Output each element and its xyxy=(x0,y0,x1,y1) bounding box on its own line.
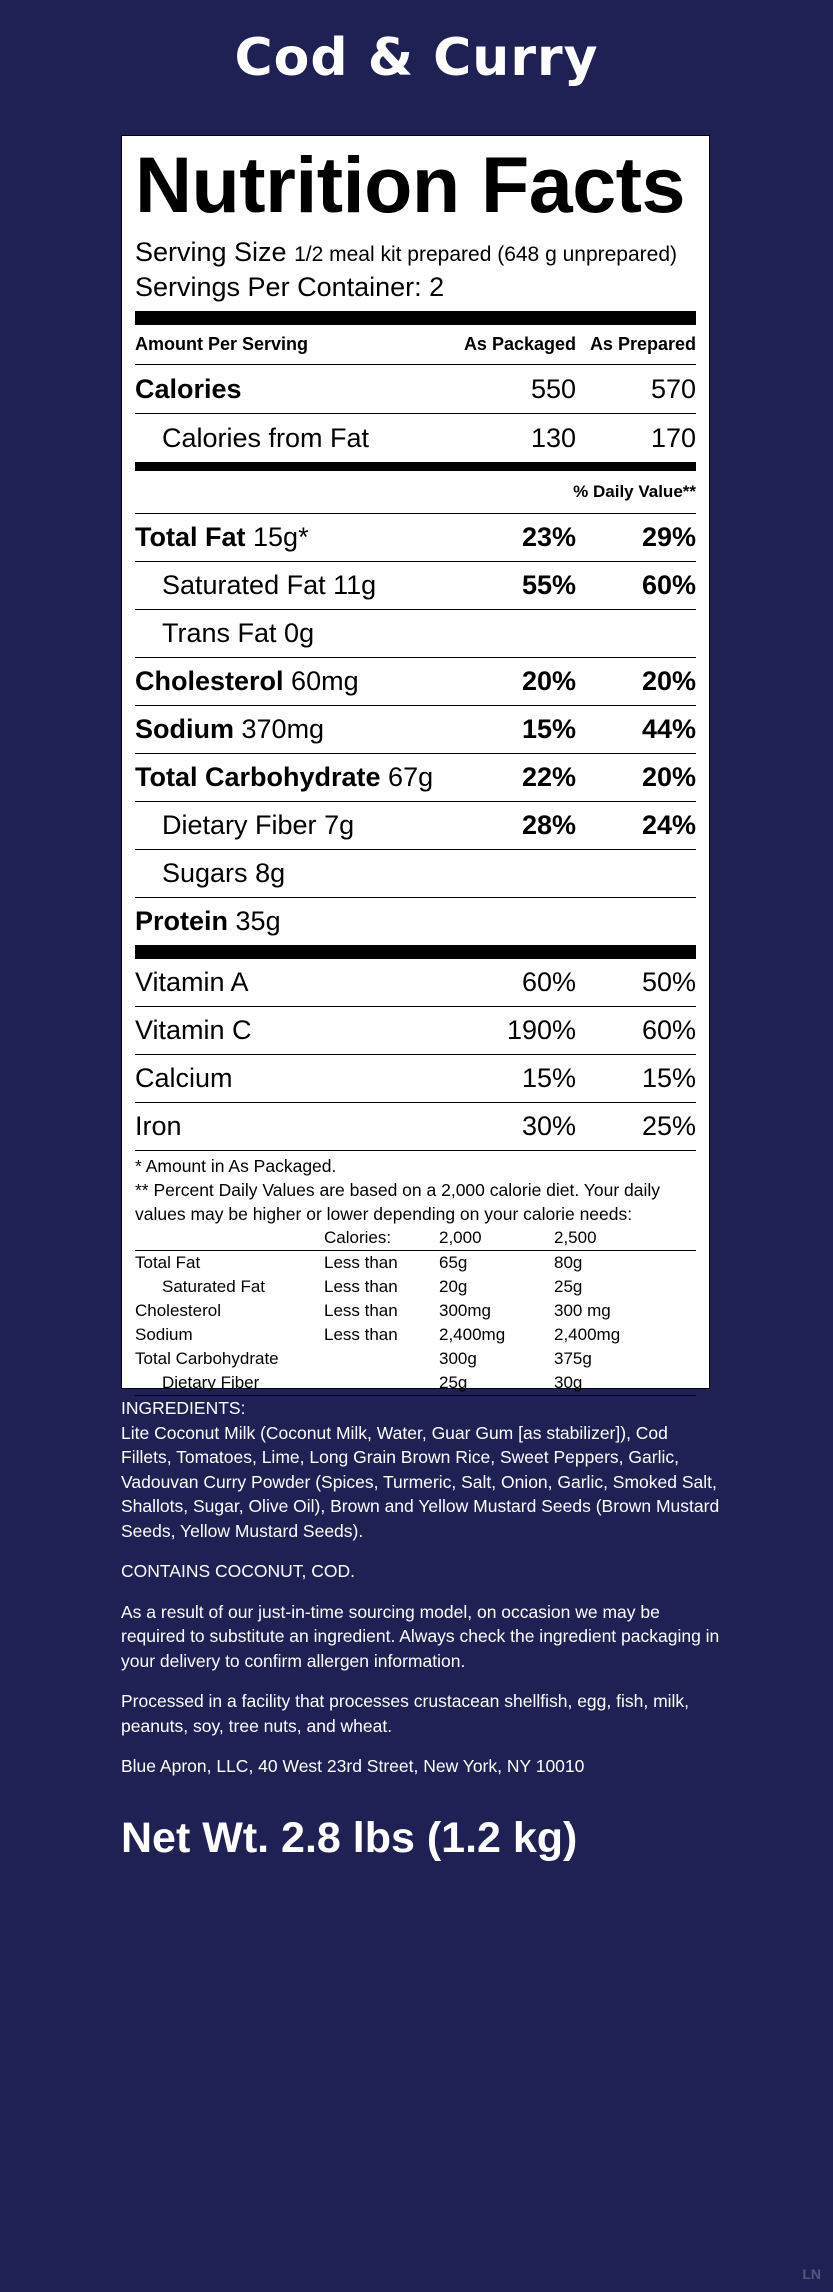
reference-cell: 375g xyxy=(554,1349,592,1368)
ingredients-text: Lite Coconut Milk (Coconut Milk, Water, Guar Gum [as stabilizer]), Cod Fillets, Tomatoes, Lime, Long Grain Brown Rice, Sweet Peppers, Garlic, Vadouvan Curry Powder (Spices, Turmeric, Salt, Onion, Garlic, Smoked Salt, Shallots, Sugar, Olive Oil), Brown and Yellow Mustard Seeds (Brown Mustard Seeds, Yellow Mustard Seeds). xyxy=(121,1422,720,1541)
nutrient-prepared: 20% xyxy=(641,666,696,696)
vitamin-packaged: 60% xyxy=(521,967,576,997)
footnotes xyxy=(135,1154,696,1226)
nutrient-amount: 7g xyxy=(324,810,355,840)
nutrition-facts-heading: Nutrition Facts xyxy=(135,140,685,229)
nutrient-name: Total Carbohydrate xyxy=(135,762,381,792)
reference-cell: Saturated Fat xyxy=(162,1277,266,1296)
footnote-daily-values: ** Percent Daily Values are based on a 2,000 calorie diet. Your daily values may be higher or lower depending on your calorie needs: xyxy=(135,1180,661,1224)
nutrient-row-total-carbohydrate xyxy=(135,754,696,802)
reference-cell: 20g xyxy=(439,1277,468,1296)
daily-values-reference-table xyxy=(135,1226,696,1396)
vitamin-packaged: 15% xyxy=(521,1063,576,1093)
reference-cell: Less than xyxy=(324,1253,398,1272)
reference-cell: Dietary Fiber xyxy=(135,1371,324,1396)
col-prepared-header: As Prepared xyxy=(589,334,696,354)
nutrient-row-total-fat xyxy=(135,514,696,562)
reference-cell xyxy=(324,1371,439,1396)
nutrient-amount: 8g xyxy=(255,858,286,888)
divider-thick xyxy=(135,311,696,325)
column-header-row xyxy=(135,325,696,365)
reference-cell: 2,500 xyxy=(554,1226,696,1251)
nutrient-row-cholesterol xyxy=(135,658,696,706)
reference-cell: 25g xyxy=(439,1371,554,1396)
nutrient-prepared: 60% xyxy=(641,570,696,600)
vitamin-packaged: 30% xyxy=(521,1111,576,1141)
nutrient-amount: 15g* xyxy=(253,522,309,552)
vitamin-row xyxy=(135,1055,696,1103)
nutrient-name: Saturated Fat xyxy=(162,570,326,600)
reference-cell: Sodium xyxy=(135,1325,193,1344)
reference-row xyxy=(135,1371,696,1396)
reference-cell: 300g xyxy=(439,1349,477,1368)
reference-cell: Calories: xyxy=(324,1226,439,1251)
reference-cell: 25g xyxy=(554,1277,583,1296)
vitamin-row xyxy=(135,1007,696,1055)
nutrient-amount: 0g xyxy=(284,618,315,648)
nutrient-prepared: 29% xyxy=(641,522,696,552)
product-info xyxy=(121,1396,721,1795)
nutrient-prepared: 44% xyxy=(641,714,696,744)
serving-size xyxy=(135,236,696,271)
calories-packaged: 550 xyxy=(530,373,576,404)
servings-per-container: Servings Per Container: 2 xyxy=(135,272,445,302)
divider-medium xyxy=(135,462,696,471)
nutrient-name: Sugars xyxy=(162,858,248,888)
nutrient-name: Sodium xyxy=(135,714,234,744)
calories-fat-prepared: 170 xyxy=(650,422,696,453)
reference-cell: 2,400mg xyxy=(439,1325,506,1344)
nutrient-name: Protein xyxy=(135,906,229,936)
reference-cell: 2,000 xyxy=(439,1226,554,1251)
col-packaged-header: As Packaged xyxy=(463,334,576,354)
calories-fat-row xyxy=(135,414,696,462)
serving-size-label: Serving Size xyxy=(135,237,287,267)
nutrient-packaged: 15% xyxy=(521,714,576,744)
facility-note: Processed in a facility that processes crustacean shellfish, egg, fish, milk, peanuts, soy, tree nuts, and wheat. xyxy=(121,1691,690,1736)
nutrient-name: Trans Fat xyxy=(162,618,277,648)
vitamin-name: Vitamin A xyxy=(135,967,249,997)
vitamin-packaged: 190% xyxy=(506,1015,576,1045)
vitamin-row xyxy=(135,959,696,1007)
nutrient-packaged: 23% xyxy=(521,522,576,552)
nutrient-packaged: 20% xyxy=(521,666,576,696)
footnote-packaged: * Amount in As Packaged. xyxy=(135,1156,337,1176)
nutrient-row-dietary-fiber xyxy=(135,802,696,850)
nutrient-prepared: 20% xyxy=(641,762,696,792)
nutrient-row-trans-fat xyxy=(135,610,696,658)
nutrient-packaged: 22% xyxy=(521,762,576,792)
nutrient-name: Cholesterol xyxy=(135,666,284,696)
nutrient-amount: 67g xyxy=(388,762,434,792)
reference-cell: 300 mg xyxy=(554,1301,611,1320)
reference-row xyxy=(135,1347,696,1371)
nutrient-packaged: 55% xyxy=(521,570,576,600)
nutrient-amount: 60mg xyxy=(291,666,359,696)
divider-thick xyxy=(135,945,696,959)
serving-size-value: 1/2 meal kit prepared (648 g unprepared) xyxy=(294,243,677,266)
nutrient-packaged: 28% xyxy=(521,810,576,840)
reference-row xyxy=(135,1323,696,1347)
watermark: LN xyxy=(802,2266,821,2282)
vitamin-prepared: 50% xyxy=(641,967,696,997)
reference-cell: 80g xyxy=(554,1253,583,1272)
vitamin-name: Iron xyxy=(135,1111,182,1141)
vitamin-prepared: 15% xyxy=(641,1063,696,1093)
reference-cell: Total Fat xyxy=(135,1253,201,1272)
reference-cell: 300mg xyxy=(439,1301,491,1320)
reference-cell: Total Carbohydrate xyxy=(135,1349,279,1368)
reference-cell: Less than xyxy=(324,1301,398,1320)
nutrient-amount: 370mg xyxy=(241,714,325,744)
reference-cell: 2,400mg xyxy=(554,1325,621,1344)
ingredients-label: INGREDIENTS: xyxy=(121,1398,246,1418)
reference-header-row xyxy=(135,1226,696,1251)
nutrient-row-saturated-fat xyxy=(135,562,696,610)
reference-cell: Less than xyxy=(324,1277,398,1296)
vitamin-name: Calcium xyxy=(135,1063,233,1093)
reference-row xyxy=(135,1251,696,1276)
calories-row xyxy=(135,365,696,414)
nutrient-name: Total Fat xyxy=(135,522,246,552)
reference-cell xyxy=(135,1226,324,1251)
reference-cell: 65g xyxy=(439,1253,468,1272)
vitamin-prepared: 25% xyxy=(641,1111,696,1141)
reference-row xyxy=(135,1275,696,1299)
calories-fat-packaged: 130 xyxy=(530,422,576,453)
reference-cell xyxy=(324,1347,439,1371)
calories-fat-label: Calories from Fat xyxy=(162,422,370,453)
vitamin-name: Vitamin C xyxy=(135,1015,252,1045)
vitamin-row xyxy=(135,1103,696,1151)
daily-value-header xyxy=(135,471,696,514)
nutrient-row-protein xyxy=(135,898,696,945)
reference-cell: Less than xyxy=(324,1325,398,1344)
page-title: Cod & Curry xyxy=(234,28,599,88)
allergen-statement: CONTAINS COCONUT, COD. xyxy=(121,1561,355,1581)
sourcing-note: As a result of our just-in-time sourcing model, on occasion we may be required to substitute an ingredient. Always check the ingredient packaging in your delivery to confirm allergen information. xyxy=(121,1601,720,1671)
company-address: Blue Apron, LLC, 40 West 23rd Street, New York, NY 10010 xyxy=(121,1756,585,1776)
reference-row xyxy=(135,1299,696,1323)
nutrient-amount: 11g xyxy=(333,570,377,600)
calories-prepared: 570 xyxy=(650,373,696,404)
vitamin-prepared: 60% xyxy=(641,1015,696,1045)
amount-per-serving: Amount Per Serving xyxy=(135,334,309,354)
nutrition-facts-label xyxy=(121,135,710,1392)
calories-label: Calories xyxy=(135,373,242,404)
daily-value-label: % Daily Value** xyxy=(573,482,696,501)
nutrient-row-sugars xyxy=(135,850,696,898)
nutrient-row-sodium xyxy=(135,706,696,754)
nutrient-prepared: 24% xyxy=(641,810,696,840)
net-weight: Net Wt. 2.8 lbs (1.2 kg) xyxy=(121,1814,578,1862)
reference-cell: 30g xyxy=(554,1371,696,1396)
nutrient-name: Dietary Fiber xyxy=(162,810,317,840)
nutrient-amount: 35g xyxy=(235,906,281,936)
reference-cell: Cholesterol xyxy=(135,1301,221,1320)
